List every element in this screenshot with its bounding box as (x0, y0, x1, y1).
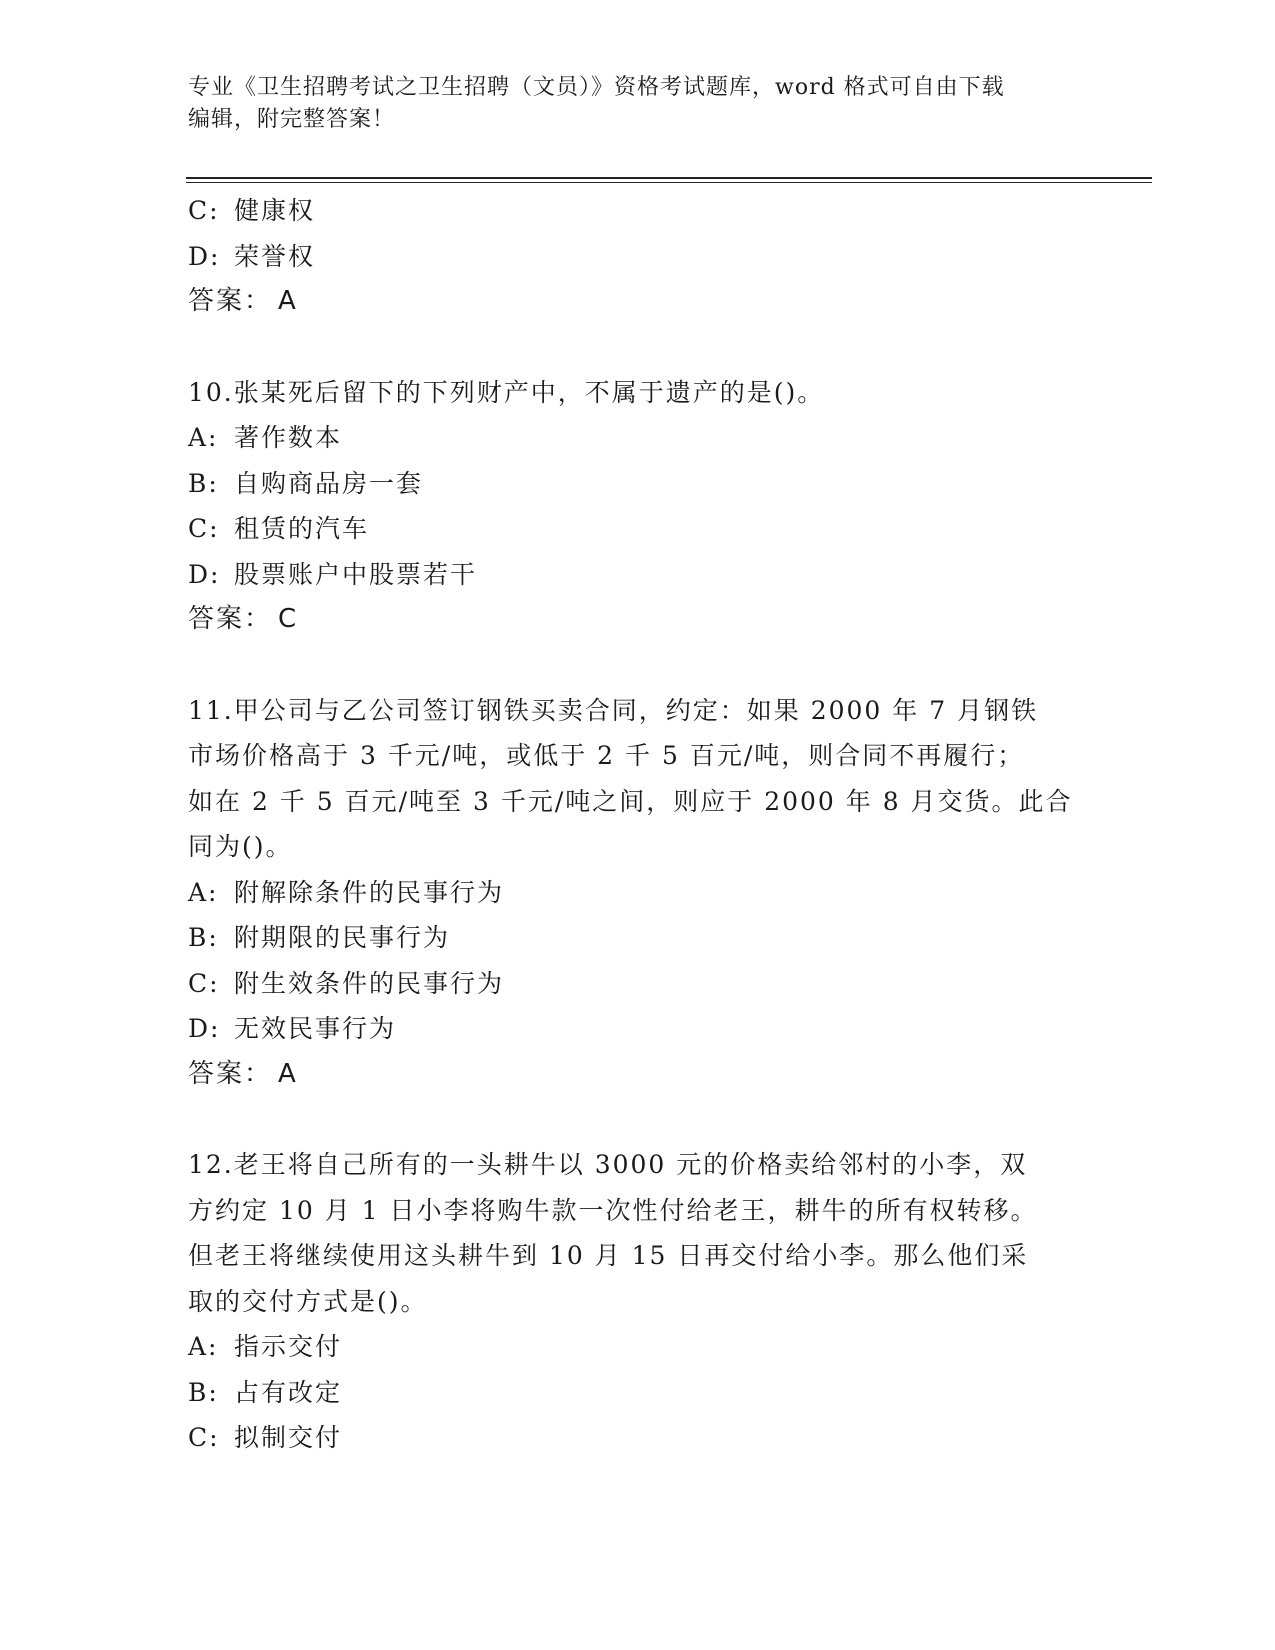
option-text: 无效民事行为 (234, 1014, 397, 1043)
answer-label: 答案： (188, 1058, 273, 1089)
option-text: 股票账户中股票若干 (234, 559, 478, 589)
question-stem: 10.张某死后留下的下列财产中，不属于遗产的是()。 (188, 377, 825, 407)
answer-line (188, 279, 1088, 325)
answer-value: A (278, 286, 298, 316)
option-text: 著作数本 (234, 423, 343, 452)
option-letter: D: (188, 1014, 221, 1043)
option-letter: A: (188, 877, 219, 907)
option-text: 拟制交付 (234, 1423, 343, 1452)
question-12 (188, 1142, 1088, 1461)
option-c (188, 961, 1088, 1007)
option-d (188, 552, 1088, 598)
option-a (188, 415, 1088, 461)
option-text: 占有改定 (234, 1377, 343, 1407)
answer-line (188, 1052, 1088, 1098)
document-body (188, 188, 1088, 1461)
header-rule-thick (186, 177, 1152, 179)
option-letter: B: (188, 923, 219, 952)
answer-line (188, 597, 1088, 643)
option-c (188, 1415, 1088, 1461)
option-text: 自购商品房一套 (234, 468, 424, 498)
option-d (188, 1006, 1088, 1052)
option-c (188, 188, 1088, 234)
question-stem-line-3: 但老王将继续使用这头耕牛到 10 月 15 日再交付给小李。那么他们采 (188, 1241, 1029, 1270)
option-text: 附解除条件的民事行为 (234, 877, 505, 907)
option-text: 附期限的民事行为 (234, 923, 451, 952)
question-9-tail (188, 188, 1088, 325)
answer-label: 答案： (188, 286, 273, 316)
question-stem-line-1: 12.老王将自己所有的一头耕牛以 3000 元的价格卖给邻村的小李，双 (188, 1150, 1028, 1179)
option-text: 荣誉权 (234, 241, 316, 271)
header-line-1: 专业《卫生招聘考试之卫生招聘（文员）》资格考试题库，word 格式可自由下载 (188, 75, 1005, 100)
option-letter: D: (188, 241, 221, 271)
answer-value: C (278, 604, 299, 634)
option-letter: B: (188, 468, 219, 498)
option-letter: C: (188, 968, 220, 998)
question-stem-line-3: 如在 2 千 5 百元/吨至 3 千元/吨之间，则应于 2000 年 8 月交货。此合 (188, 786, 1073, 816)
option-letter: D: (188, 559, 221, 589)
answer-label: 答案： (188, 604, 273, 634)
option-text: 租赁的汽车 (234, 514, 370, 543)
header-line-2: 编辑，附完整答案！ (188, 107, 396, 132)
option-letter: C: (188, 514, 220, 543)
option-b (188, 461, 1088, 507)
option-a (188, 870, 1088, 916)
question-stem-line-4: 同为()。 (188, 832, 293, 861)
option-letter: C: (188, 196, 220, 225)
option-letter: A: (188, 1332, 219, 1361)
option-letter: C: (188, 1423, 220, 1452)
option-c (188, 506, 1088, 552)
question-stem-line-2: 市场价格高于 3 千元/吨，或低于 2 千 5 百元/吨，则合同不再履行； (188, 741, 1025, 770)
option-d (188, 234, 1088, 280)
question-stem-line-4: 取的交付方式是()。 (188, 1286, 428, 1316)
option-text: 附生效条件的民事行为 (234, 968, 505, 998)
option-letter: B: (188, 1377, 219, 1407)
option-text: 健康权 (234, 196, 316, 225)
answer-value: A (278, 1058, 298, 1089)
option-b (188, 1370, 1088, 1416)
header-rule-thin (186, 182, 1152, 183)
option-b (188, 915, 1088, 961)
document-header (188, 72, 1068, 136)
question-10 (188, 370, 1088, 643)
question-stem-line-2: 方约定 10 月 1 日小李将购牛款一次性付给老王，耕牛的所有权转移。 (188, 1195, 1038, 1225)
question-stem-line-1: 11.甲公司与乙公司签订钢铁买卖合同，约定：如果 2000 年 7 月钢铁 (188, 695, 1039, 725)
option-a (188, 1324, 1088, 1370)
option-text: 指示交付 (234, 1332, 343, 1361)
question-11 (188, 688, 1088, 1098)
option-letter: A: (188, 423, 219, 452)
